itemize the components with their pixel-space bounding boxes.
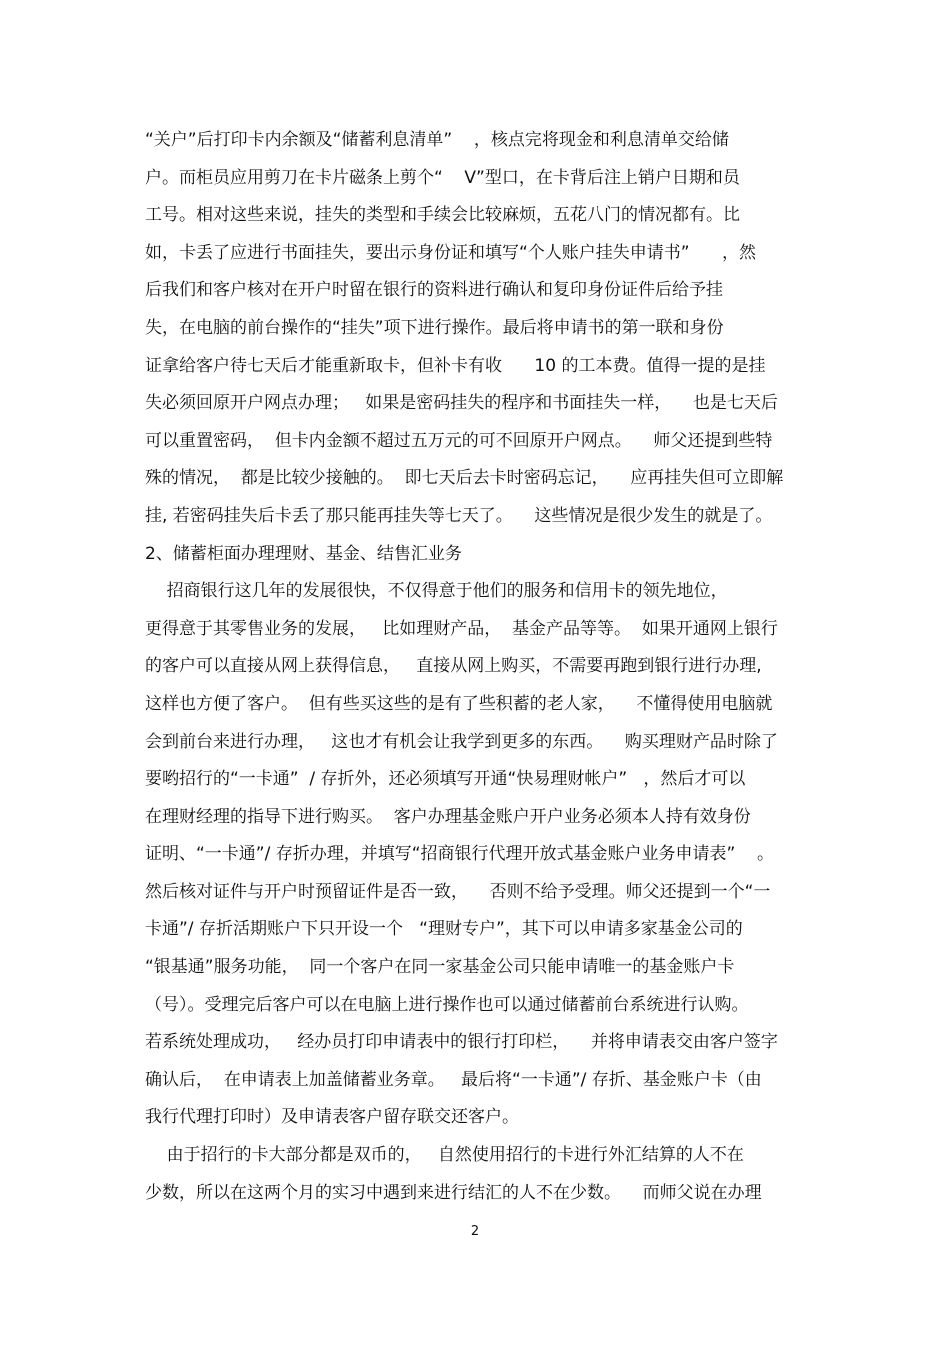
body-text [145,122,810,1212]
text-line: 然后核对证件与开户时预留证件是否一致， 否则不给予受理。师父还提到一个“一 [145,881,771,902]
text-line: “关户”后打印卡内余额及“储蓄利息清单” ，核点完将现金和利息清单交给储 [145,130,729,150]
text-line: “银基通”服务功能， 同一个客户在同一家基金公司只能申请唯一的基金账户卡 [145,957,735,978]
text-line: 可以重置密码， 但卡内金额不超过五万元的可不回原开户网点。 师父还提到些特 [145,430,773,451]
text-line: 要哟招行的“一卡通” / 存折外，还必须填写开通“快易理财帐户” ，然后才可以 [145,769,746,790]
text-line: 招商银行这几年的发展很快，不仅得意于他们的服务和信用卡的领先地位， [145,581,728,602]
text-line: 我行代理打印时）及申请表客户留存联交还客户。 [145,1107,519,1128]
text-line: 后我们和客户核对在开户时留在银行的资料进行确认和复印身份证件后给予挂 [145,280,723,301]
text-line: 证拿给客户待七天后才能重新取卡，但补卡有收 10 的工本费。值得一提的是挂 [145,355,766,376]
text-line: （号）。受理完后客户可以在电脑上进行操作也可以通过储蓄前台系统进行认购。 [145,994,749,1015]
text-line: 户。而柜员应用剪刀在卡片磁条上剪个“ V”型口，在卡背后注上销户日期和员 [145,167,740,188]
text-line: 在理财经理的指导下进行购买。 客户办理基金账户开户业务必须本人持有效身份 [145,806,751,827]
text-line: 这样也方便了客户。 但有些买这些的是有了些积蓄的老人家， 不懂得使用电脑就 [145,693,773,714]
text-line: 挂, 若密码挂失后卡丢了那只能再挂失等七天了。 这些情况是很少发生的就是了。 [145,505,773,526]
text-line: 殊的情况， 都是比较少接触的。 即七天后去卡时密码忘记， 应再挂失但可立即解 [145,468,784,489]
text-line: 若系统处理成功， 经办员打印申请表中的银行打印栏， 并将申请表交由客户签字 [145,1032,778,1053]
text-line: 如，卡丢了应进行书面挂失，要出示身份证和填写“个人账户挂失申请书” ，然 [145,242,757,263]
page-number: 2 [470,1224,480,1239]
text-line: 的客户可以直接从网上获得信息， 直接从网上购买，不需要再跑到银行进行办理, [145,656,762,677]
text-line: 由于招行的卡大部分都是双币的， 自然使用招行的卡进行外汇结算的人不在 [145,1145,744,1166]
section-heading: 2、储蓄柜面办理理财、基金、结售汇业务 [145,543,462,564]
text-line: 失，在电脑的前台操作的“挂失”项下进行操作。最后将申请书的第一联和身份 [145,317,724,338]
text-line: 确认后， 在申请表上加盖储蓄业务章。 最后将“一卡通”/ 存折、基金账户卡（由 [145,1069,762,1090]
text-line: 会到前台来进行办理， 这也才有机会让我学到更多的东西。 购买理财产品时除了 [145,731,778,752]
text-line: 少数，所以在这两个月的实习中遇到来进行结汇的人不在少数。 而师父说在办理 [145,1182,762,1203]
text-line: 卡通”/ 存折活期账户下只开设一个 “理财专户”，其下可以申请多家基金公司的 [145,919,743,940]
text-line: 工号。相对这些来说，挂失的类型和手续会比较麻烦，五花八门的情况都有。比 [145,205,740,226]
text-line: 证明、“一卡通”/ 存折办理，并填写“招商银行代理开放式基金账户业务申请表” 。 [145,844,774,865]
text-line: 更得意于其零售业务的发展， 比如理财产品， 基金产品等等。 如果开通网上银行 [145,618,778,639]
text-line: 失必须回原开户网点办理； 如果是密码挂失的程序和书面挂失一样， 也是七天后 [145,393,778,414]
